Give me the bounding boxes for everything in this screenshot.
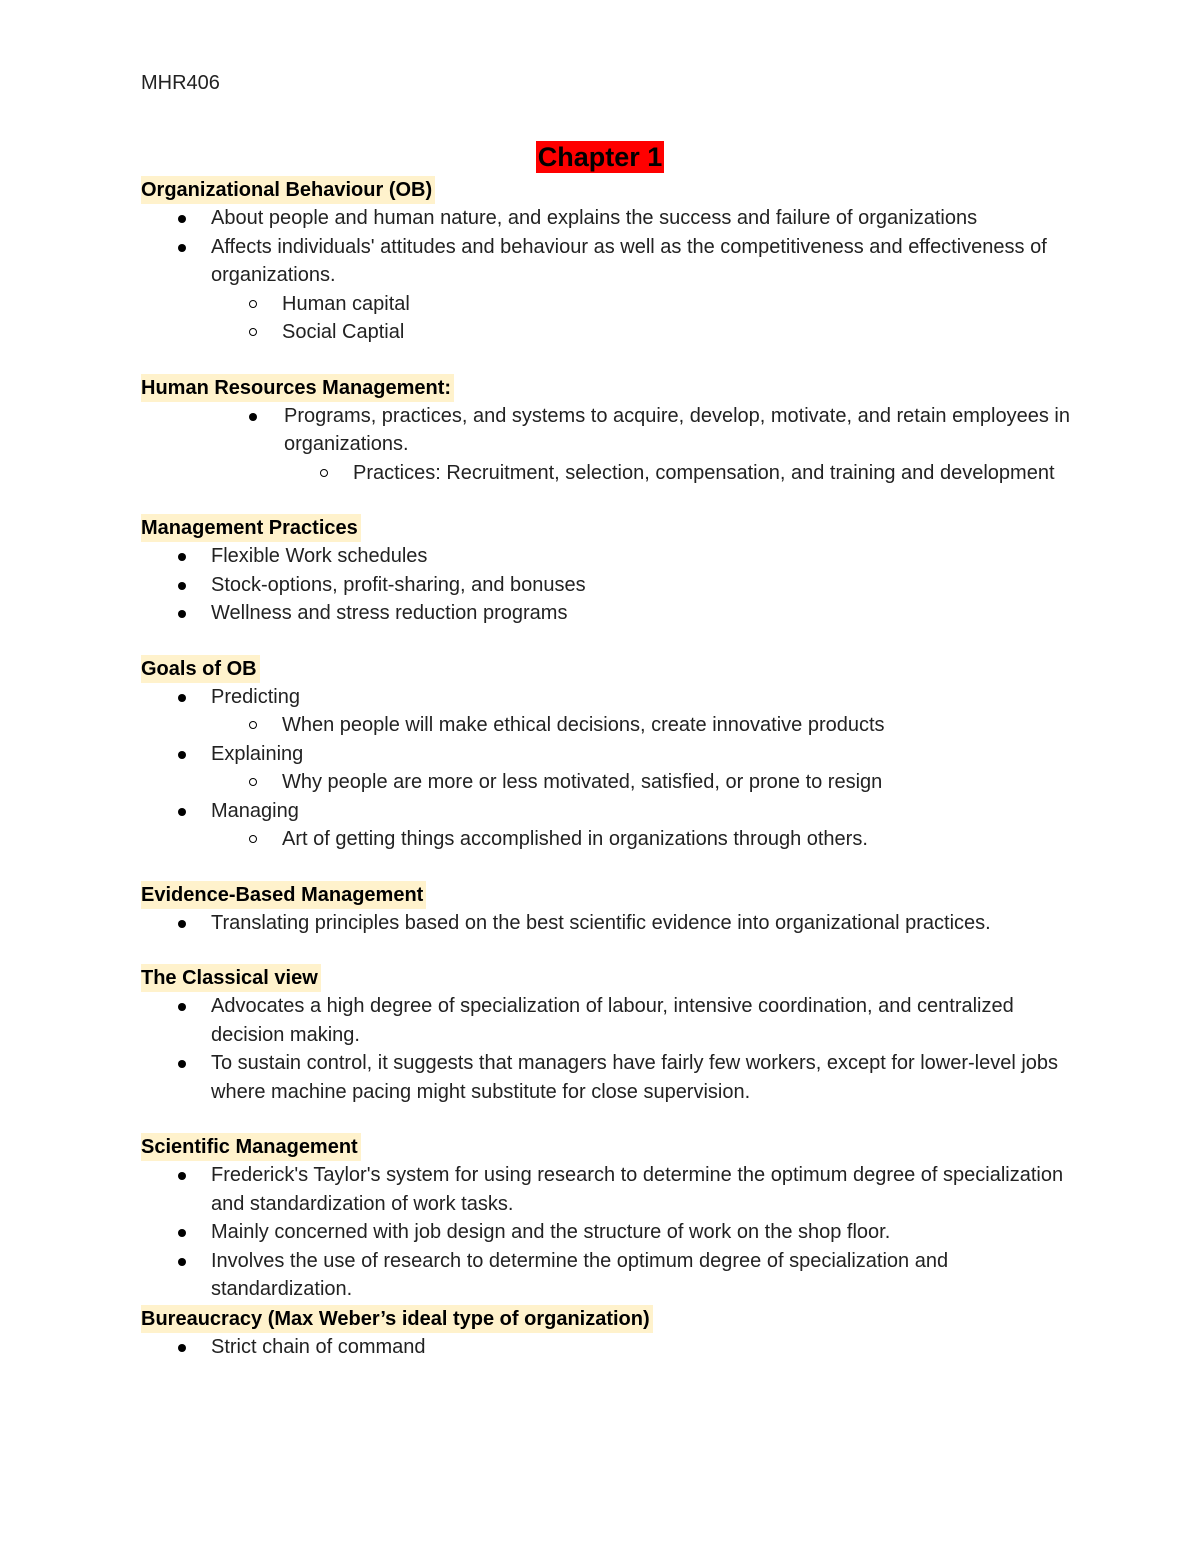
- sub-bullet-item: Why people are more or less motivated, satisfied, or prone to resign: [141, 768, 1071, 797]
- bullet-item: Explaining: [141, 740, 1071, 769]
- bullet-list: [141, 1161, 1071, 1304]
- bullet-list: [141, 1333, 1071, 1362]
- sub-bullet-item: Art of getting things accomplished in organizations through others.: [141, 825, 1071, 854]
- section-bureaucracy: [141, 1305, 1071, 1362]
- bullet-item: Frederick's Taylor's system for using research to determine the optimum degree of specialization and standardization of work tasks.: [141, 1161, 1071, 1218]
- section-heading: Organizational Behaviour (OB): [141, 176, 435, 204]
- section-human-resources-management: [141, 374, 1071, 488]
- bullet-item: Strict chain of command: [141, 1333, 1071, 1362]
- section-scientific-management: [141, 1133, 1071, 1304]
- section-organizational-behaviour: [141, 176, 1071, 347]
- sub-bullet-item: Practices: Recruitment, selection, compensation, and training and development: [141, 459, 1071, 488]
- chapter-title: Chapter 1: [537, 142, 663, 172]
- bullet-item: Advocates a high degree of specialization of labour, intensive coordination, and centralized decision making.: [141, 992, 1071, 1049]
- section-heading: Goals of OB: [141, 655, 260, 683]
- bullet-list: [141, 992, 1071, 1106]
- notes-body: [141, 176, 1071, 1388]
- bullet-item: Affects individuals' attitudes and behaviour as well as the competitiveness and effectiveness of organizations.: [141, 233, 1071, 290]
- bullet-item: Stock-options, profit-sharing, and bonuses: [141, 571, 1071, 600]
- bullet-item: Mainly concerned with job design and the structure of work on the shop floor.: [141, 1218, 1071, 1247]
- section-heading: The Classical view: [141, 964, 321, 992]
- bullet-item: Translating principles based on the best scientific evidence into organizational practices.: [141, 909, 1071, 938]
- sub-bullet-item: Human capital: [141, 290, 1071, 319]
- section-heading: Scientific Management: [141, 1133, 361, 1161]
- bullet-item: Managing: [141, 797, 1071, 826]
- section-classical-view: [141, 964, 1071, 1106]
- sub-bullet-item: Social Captial: [141, 318, 1071, 347]
- bullet-item: Predicting: [141, 683, 1071, 712]
- bullet-list: [141, 542, 1071, 628]
- section-heading: Management Practices: [141, 514, 361, 542]
- bullet-list: [141, 909, 1071, 938]
- bullet-item: Programs, practices, and systems to acquire, develop, motivate, and retain employees in organizations.: [141, 402, 1071, 459]
- bullet-list: [141, 204, 1071, 347]
- bullet-item: About people and human nature, and explains the success and failure of organizations: [141, 204, 1071, 233]
- bullet-item: Wellness and stress reduction programs: [141, 599, 1071, 628]
- section-heading: Evidence-Based Management: [141, 881, 426, 909]
- bullet-item: Involves the use of research to determine the optimum degree of specialization and standardization.: [141, 1247, 1071, 1304]
- section-evidence-based-management: [141, 881, 1071, 938]
- bullet-list: [141, 402, 1071, 488]
- section-goals-of-ob: [141, 655, 1071, 854]
- bullet-item: Flexible Work schedules: [141, 542, 1071, 571]
- chapter-title-row: [0, 141, 1200, 173]
- bullet-list: [141, 683, 1071, 854]
- sub-bullet-item: When people will make ethical decisions, create innovative products: [141, 711, 1071, 740]
- course-code: MHR406: [141, 72, 220, 94]
- bullet-item: To sustain control, it suggests that managers have fairly few workers, except for lower-level jobs where machine pacing might substitute for close supervision.: [141, 1049, 1071, 1106]
- section-management-practices: [141, 514, 1071, 628]
- section-heading: Bureaucracy (Max Weber’s ideal type of organization): [141, 1305, 653, 1333]
- section-heading: Human Resources Management:: [141, 374, 454, 402]
